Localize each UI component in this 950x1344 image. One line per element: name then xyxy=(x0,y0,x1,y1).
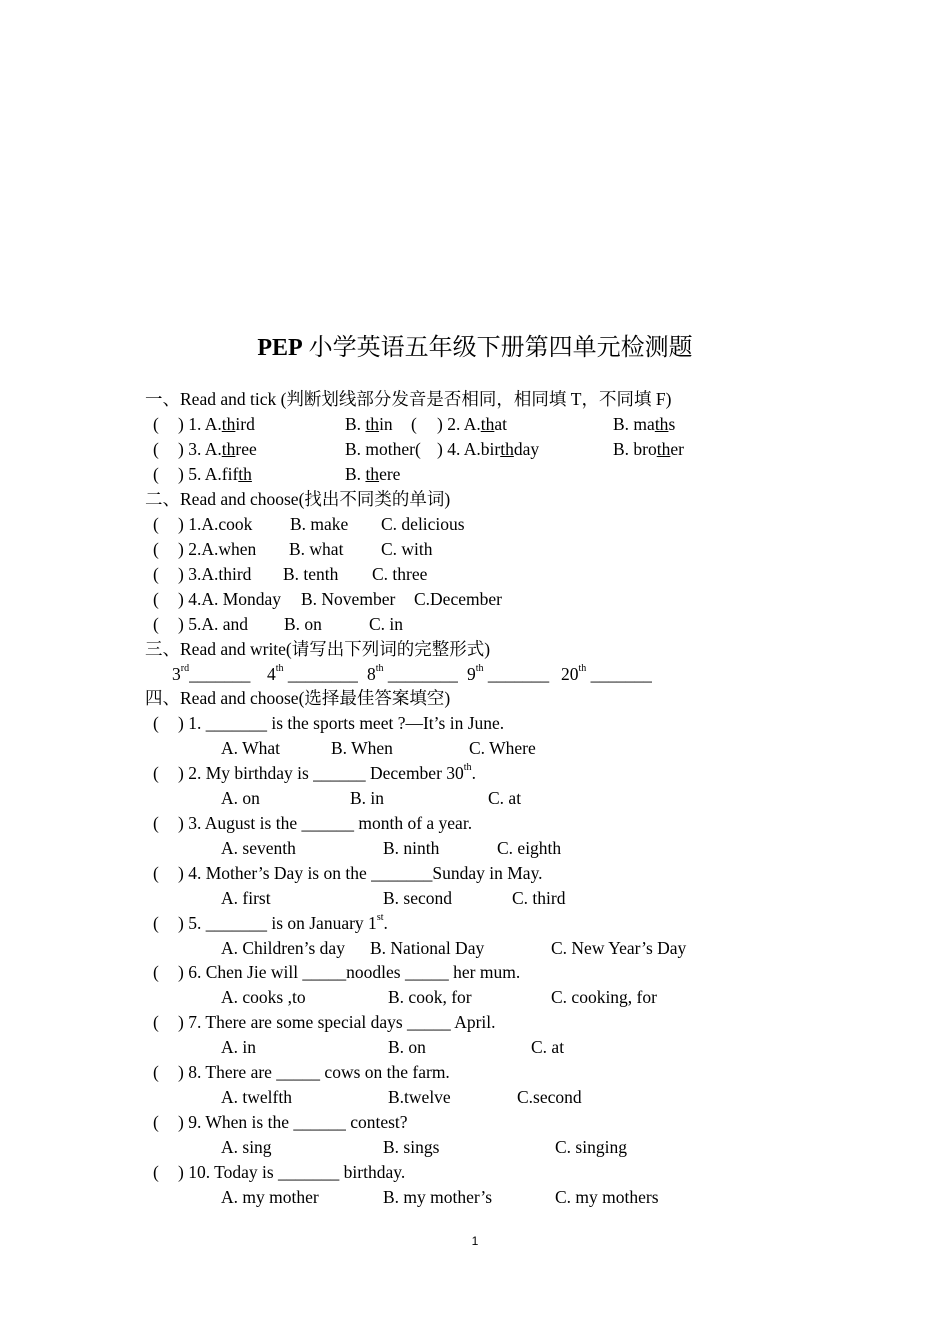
document-page: PEP 小学英语五年级下册第四单元检测题 一、Read and tick (判断划线部分发音是否相同，相同填 T，不同填 F) ( ) 1. A.third B. thin ( ) 2. A.that B. maths ( ) 3. A.three B. mother( ) 4. A.birthday B. brother ( ) 5. A.fifth B. there 二、Read and choose(找出不同类的单词) ( ) 1.A.cook B. make C. delicious ( ) 2.A.when B. what C. with ( ) 3.A.third B. tenth C. three ( ) 4.A. Monday B. November C.December ( ) 5.A. and B. on C. in 三、Read and write(请写出下列词的完整形式) 3rd_______ 4th ________ 8th ________ 9th _______ 20th _______ 四、Read and choose(选择最佳答案填空) ( ) 1. _______ is the sports meet ?—It’s in June. A. What B. When C. Where ( ) 2. My birthday is ______ December 30th. A. on B. in C. at ( ) 3. August is the ______ month of a year. A. seventh B. ninth C. eighth ( ) 4. Mother’s Day is on the _______Sunday in May. A. first B. second C. third ( ) 5. _______ is on January 1st. A. Children’s day B. National Day C. New Year’s Day ( ) 6. Chen Jie will _____noodles _____ her mum. A. cooks ,to B. cook, for C. cooking, for ( ) 7. There are some special days _____ April. A. in B. on C. at ( ) 8. There are _____ cows on the farm. A. twelfth B.twelve C.second ( ) 9. When is the ______ contest? A. sing B. sings C. singing ( ) 10. Today is _______ birthday. A. my mother B. my mother’s C. my mothers 1 xyxy=(0,0,950,1344)
section-2-heading: 二、Read and choose(找出不同类的单词) xyxy=(145,489,451,509)
section-1-heading: 一、Read and tick (判断划线部分发音是否相同，相同填 T，不同填 F) xyxy=(145,389,672,409)
page-title: PEP 小学英语五年级下册第四单元检测题 xyxy=(257,335,693,361)
page-number: 1 xyxy=(471,1234,479,1248)
section-4-heading: 四、Read and choose(选择最佳答案填空) xyxy=(145,688,451,708)
section-3-heading: 三、Read and write(请写出下列词的完整形式) xyxy=(145,639,491,659)
